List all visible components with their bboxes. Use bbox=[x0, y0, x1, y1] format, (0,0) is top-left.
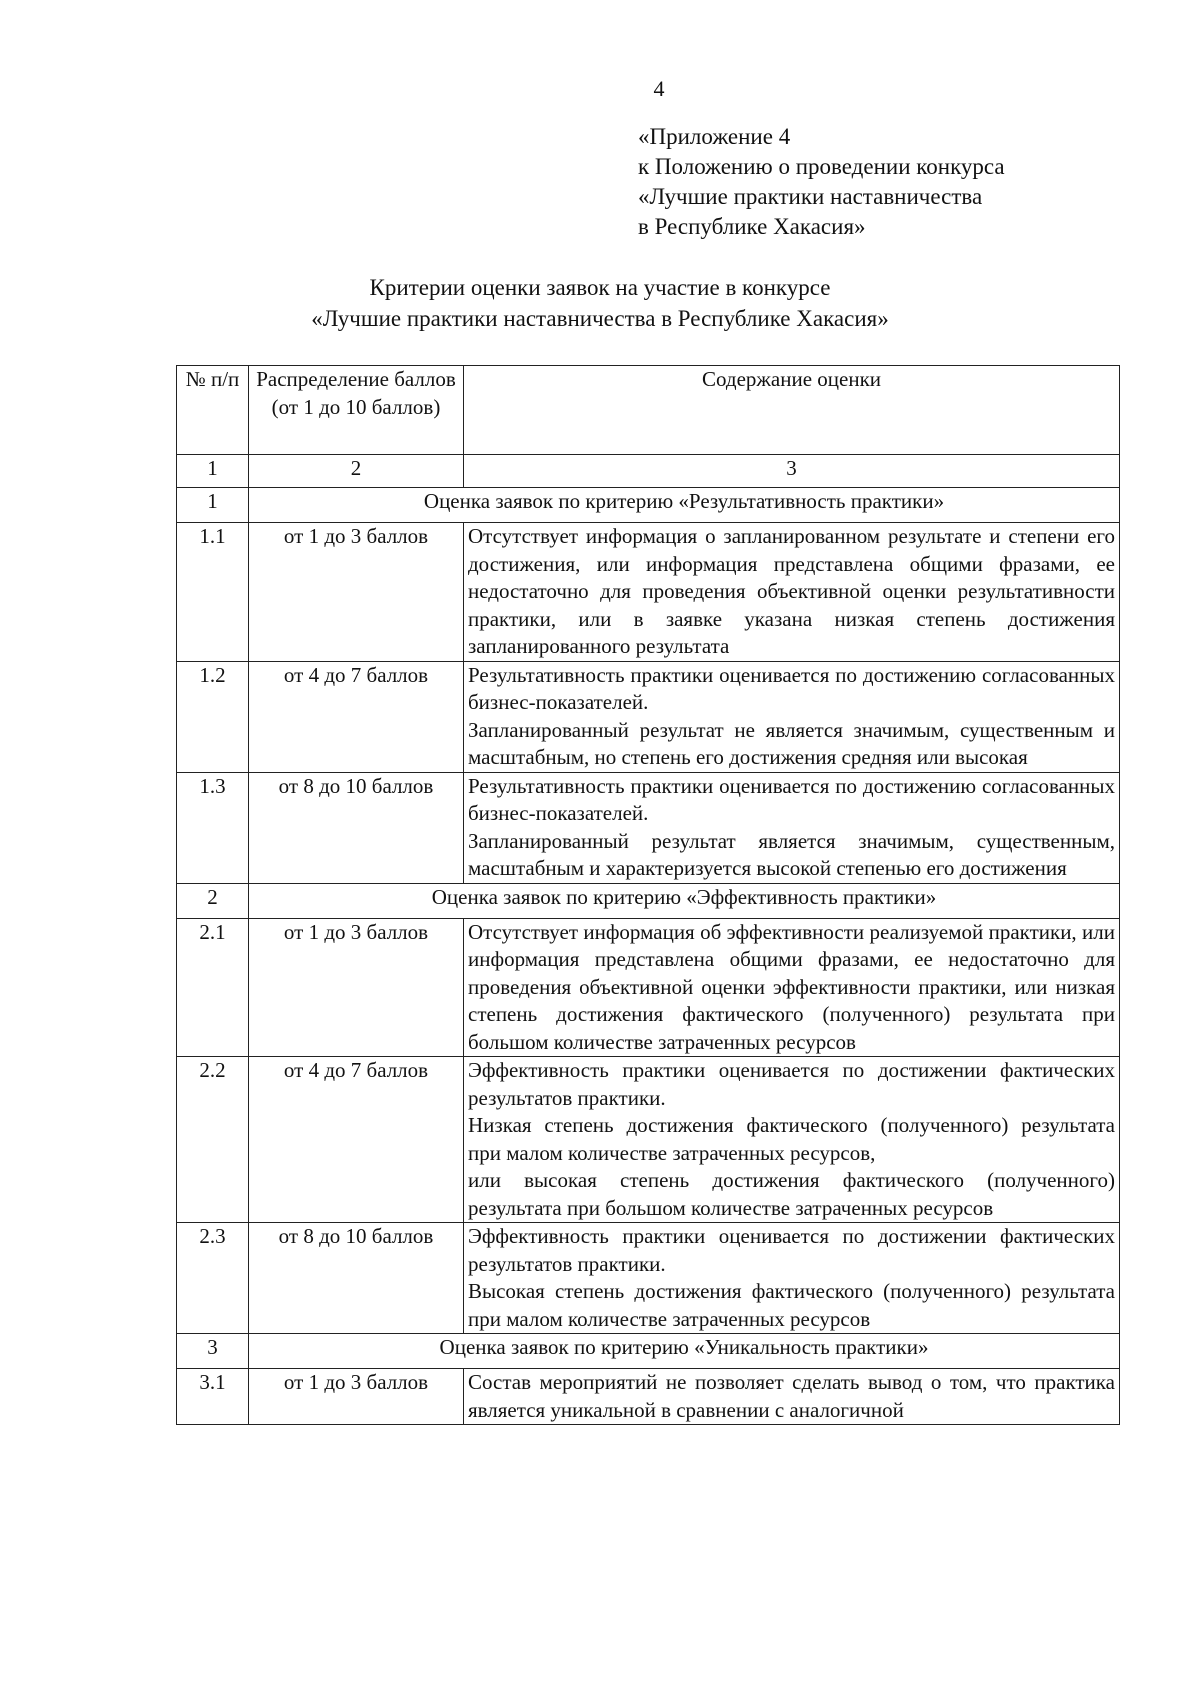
section-row bbox=[177, 1334, 1120, 1369]
criterion-number: 2.2 bbox=[177, 1057, 249, 1223]
criterion-row bbox=[177, 661, 1120, 772]
criterion-number: 2.3 bbox=[177, 1223, 249, 1334]
criterion-points: от 1 до 3 баллов bbox=[249, 1369, 464, 1425]
section-number: 1 bbox=[177, 488, 249, 523]
criterion-points: от 1 до 3 баллов bbox=[249, 918, 464, 1057]
description-paragraph: Результативность практики оценивается по достижению согласованных бизнес-показателей. bbox=[468, 773, 1115, 825]
section-number: 3 bbox=[177, 1334, 249, 1369]
criterion-number: 3.1 bbox=[177, 1369, 249, 1425]
column-number-row bbox=[177, 455, 1120, 488]
criterion-description bbox=[464, 772, 1120, 883]
title-line: «Лучшие практики наставничества в Республике Хакасия» bbox=[311, 306, 889, 331]
appendix-line: «Лучшие практики наставничества bbox=[638, 184, 983, 209]
section-title: Оценка заявок по критерию «Уникальность практики» bbox=[249, 1334, 1120, 1369]
appendix-line: к Положению о проведении конкурса bbox=[638, 154, 1005, 179]
criterion-number: 2.1 bbox=[177, 918, 249, 1057]
title-line: Критерии оценки заявок на участие в конкурсе bbox=[369, 275, 831, 300]
section-number: 2 bbox=[177, 883, 249, 918]
column-number: 1 bbox=[177, 455, 249, 488]
header-num: № п/п bbox=[177, 366, 249, 455]
column-number: 2 bbox=[249, 455, 464, 488]
description-paragraph: Отсутствует информация о запланированном результате и степени его достижения, или информация представлена общими фразами, ее недостаточно для проведения объективной оценки результативности практики, или в заявке указана низкая степень достижения запланированного результата bbox=[468, 524, 1115, 658]
description-paragraph: Состав мероприятий не позволяет сделать вывод о том, что практика является уникальной в сравнении с аналогичной bbox=[468, 1370, 1115, 1422]
criterion-description bbox=[464, 523, 1120, 662]
column-number: 3 bbox=[464, 455, 1120, 488]
criteria-table bbox=[176, 365, 1120, 1425]
criterion-description bbox=[464, 661, 1120, 772]
page-number: 4 bbox=[653, 76, 665, 101]
description-paragraph: Запланированный результат является значимым, существенным, масштабным и характеризуется высокой степенью его достижения bbox=[468, 828, 1115, 880]
criterion-points: от 8 до 10 баллов bbox=[249, 1223, 464, 1334]
criterion-row bbox=[177, 1369, 1120, 1425]
section-title: Оценка заявок по критерию «Эффективность практики» bbox=[249, 883, 1120, 918]
description-paragraph: Запланированный результат не является значимым, существенным и масштабным, но степень его достижения средняя или высокая bbox=[468, 717, 1115, 769]
section-title: Оценка заявок по критерию «Результативность практики» bbox=[249, 488, 1120, 523]
criterion-row bbox=[177, 523, 1120, 662]
description-paragraph: Результативность практики оценивается по достижению согласованных бизнес-показателей. bbox=[468, 662, 1115, 714]
criterion-row bbox=[177, 1057, 1120, 1223]
header-content: Содержание оценки bbox=[464, 366, 1120, 455]
description-paragraph: Высокая степень достижения фактического (полученного) результата при малом количестве затраченных ресурсов bbox=[468, 1279, 1115, 1331]
description-paragraph: Низкая степень достижения фактического (полученного) результата при малом количестве затраченных ресурсов, bbox=[468, 1113, 1115, 1165]
criterion-row bbox=[177, 918, 1120, 1057]
criterion-points: от 4 до 7 баллов bbox=[249, 1057, 464, 1223]
header-points: Распределение баллов (от 1 до 10 баллов) bbox=[249, 366, 464, 455]
description-paragraph: Эффективность практики оценивается по достижении фактических результатов практики. bbox=[468, 1058, 1115, 1110]
description-paragraph: или высокая степень достижения фактического (полученного) результата при большом количестве затраченных ресурсов bbox=[468, 1168, 1115, 1220]
document-title bbox=[0, 272, 1200, 334]
criterion-row bbox=[177, 1223, 1120, 1334]
criterion-description bbox=[464, 918, 1120, 1057]
criterion-points: от 8 до 10 баллов bbox=[249, 772, 464, 883]
criterion-points: от 1 до 3 баллов bbox=[249, 523, 464, 662]
header-row bbox=[177, 366, 1120, 455]
criterion-row bbox=[177, 772, 1120, 883]
description-paragraph: Отсутствует информация об эффективности реализуемой практики, или информация представлена общими фразами, ее недостаточно для проведения объективной оценки эффективности практики, или низкая степень достижения фактического (полученного) результата при большом количестве затраченных ресурсов bbox=[468, 919, 1115, 1054]
section-row bbox=[177, 883, 1120, 918]
appendix-line: «Приложение 4 bbox=[638, 124, 791, 149]
criterion-points: от 4 до 7 баллов bbox=[249, 661, 464, 772]
criterion-number: 1.1 bbox=[177, 523, 249, 662]
section-row bbox=[177, 488, 1120, 523]
criterion-number: 1.3 bbox=[177, 772, 249, 883]
criterion-number: 1.2 bbox=[177, 661, 249, 772]
criterion-description bbox=[464, 1223, 1120, 1334]
description-paragraph: Эффективность практики оценивается по достижении фактических результатов практики. bbox=[468, 1224, 1115, 1276]
criterion-description bbox=[464, 1057, 1120, 1223]
criterion-description bbox=[464, 1369, 1120, 1425]
appendix-line: в Республике Хакасия» bbox=[638, 214, 866, 239]
appendix-block bbox=[638, 122, 1005, 242]
